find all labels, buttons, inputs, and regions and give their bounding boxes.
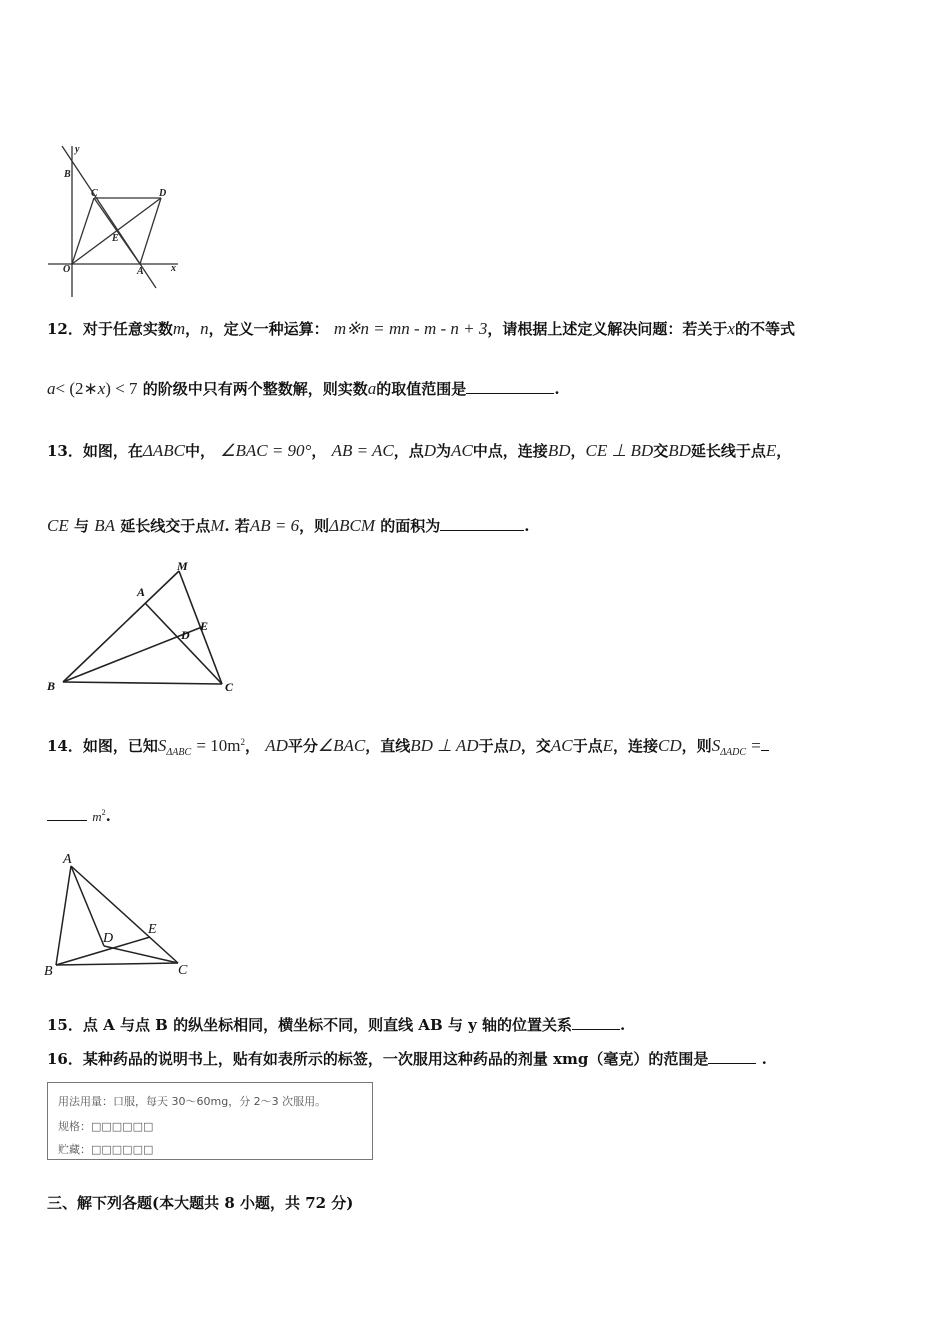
label-b: B — [64, 169, 71, 180]
answer-blank — [440, 516, 524, 531]
q13-line2: CE 与 BA 延长线交于点M. 若AB = 6，则ΔBCM 的面积为 . — [47, 516, 530, 535]
label-a: A — [63, 852, 72, 867]
label-d: D — [103, 931, 114, 946]
figure-coordinate-diagram — [40, 140, 190, 300]
label-c: C — [91, 188, 98, 199]
label-a: A — [137, 585, 146, 599]
label-a: A — [137, 266, 144, 277]
segment-a-b — [56, 866, 71, 965]
section-heading: 三、解下列各题(本大题共 8 小题，共 72 分) — [47, 1194, 354, 1212]
label-d: D — [181, 628, 190, 642]
label-b: B — [44, 964, 53, 978]
segment-b-m — [63, 571, 179, 682]
label-e: E — [148, 922, 157, 937]
label-spec: 规格：□□□□□□ — [58, 1120, 154, 1133]
segment-d-c — [104, 946, 178, 963]
answer-blank — [708, 1049, 756, 1064]
figure-triangle-bcm — [40, 558, 250, 698]
q16: 16．某种药品的说明书上，贴有如表所示的标签，一次服用这种药品的剂量 xmg（毫克）的范围是 . — [47, 1050, 767, 1068]
label-y: y — [75, 144, 80, 155]
label-d: D — [159, 188, 167, 199]
q14-line2: $m^2$. — [47, 806, 910, 825]
label-b: B — [47, 679, 56, 693]
label-storage: 贮藏：□□□□□□ — [58, 1143, 154, 1156]
figure-triangle-abc — [40, 848, 200, 978]
q14-line1: 14．如图，已知$S_{\Delta ABC} = 10m^2$， AD平分∠BAC，直线BD ⊥ AD于点D，交AC于点E，连接CD，则$S_{\Delta ADC}$ = — [47, 735, 910, 758]
segment-a-d — [71, 866, 104, 946]
label-dosage: 用法用量：口服，每天 30～60mg，分 2～3 次服用。 — [58, 1095, 327, 1108]
q13-line1: 13．如图，在ΔABC中， ∠BAC = 90°， AB = AC，点D为AC中点，连接BD，CE ⊥ BD交BD延长线于点E， — [47, 441, 792, 460]
answer-blank — [47, 806, 87, 821]
medicine-label — [47, 1082, 373, 1160]
q12-line1: 12．对于任意实数m，n，定义一种运算： m※n = mn - m - n + 3，请根据上述定义解决问题：若关于x的不等式 — [47, 319, 795, 338]
var-n: n — [200, 319, 209, 338]
answer-blank — [572, 1015, 620, 1030]
label-m: M — [177, 559, 188, 573]
label-e: E — [112, 233, 119, 244]
label-e: E — [200, 619, 209, 633]
segment-o-c — [72, 198, 94, 264]
var-m: m — [172, 319, 186, 338]
segment-b-c — [63, 682, 222, 684]
q15: 15．点 A 与点 B 的纵坐标相同，横坐标不同，则直线 AB 与 y 轴的位置关系 . — [47, 1016, 626, 1034]
label-c: C — [225, 680, 234, 694]
q12-line2: a< (2∗x) < 7 的阶级中只有两个整数解，则实数a的取值范围是 . — [47, 379, 560, 398]
segment-a-c — [71, 866, 178, 963]
segment-o-d — [72, 198, 161, 264]
label-o: O — [63, 264, 71, 275]
segment-b-c — [56, 963, 178, 965]
answer-blank — [466, 379, 554, 394]
label-x: x — [171, 263, 176, 274]
answer-blank — [761, 736, 769, 751]
segment-d-a — [140, 198, 161, 264]
label-c: C — [178, 963, 188, 978]
segment-a-c — [145, 603, 222, 684]
